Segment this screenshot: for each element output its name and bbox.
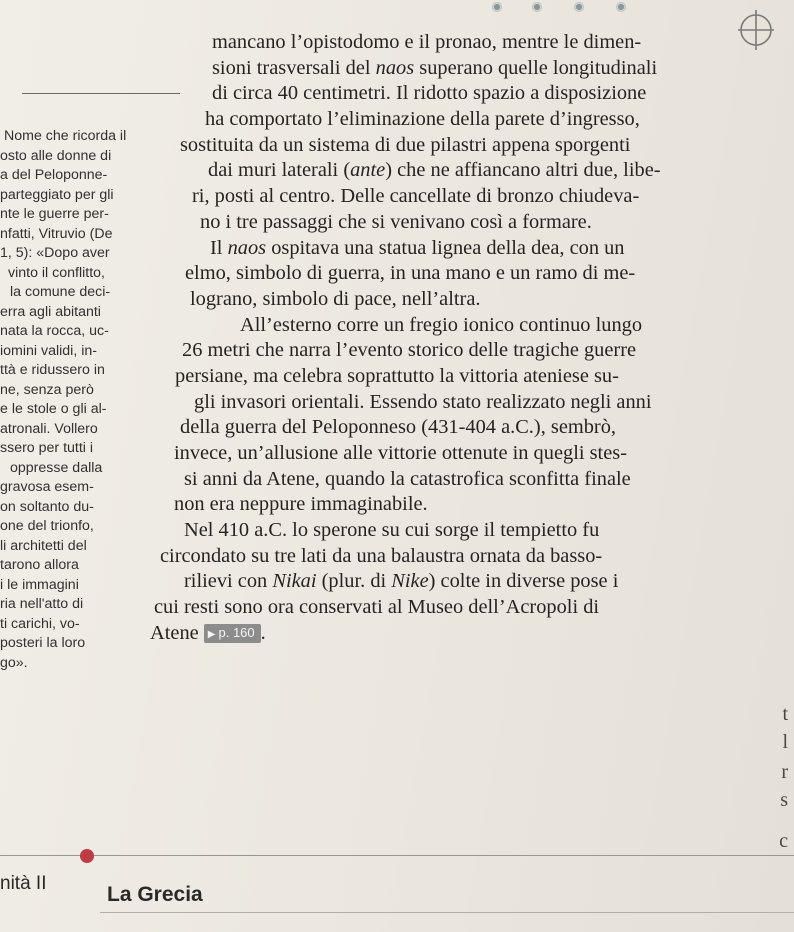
footer-chapter-title: La Grecia (107, 883, 203, 906)
main-text-line: rilievi con Nikai (plur. di Nike) colte in diverse pose i (184, 570, 619, 593)
main-text-line: di circa 40 centimetri. Il ridotto spazio a disposizione (212, 82, 647, 105)
sidebar-line: on soltanto du- (0, 498, 94, 515)
main-text-line: sioni trasversali del naos superano quelle longitudinali (212, 56, 658, 79)
sidebar-line: vinto il conflitto, (8, 264, 105, 281)
main-text-line: 26 metri che narra l’evento storico delle tragiche guerre (182, 339, 637, 362)
sidebar-line: li architetti del (0, 537, 87, 554)
main-text-line: gli invasori orientali. Essendo stato realizzato negli anni (194, 390, 652, 413)
sidebar-line: ria nell'atto di (0, 596, 84, 612)
main-text-line: ha comportato l’eliminazione della parete d’ingresso, (205, 108, 640, 131)
sidebar-line: oppresse dalla (10, 459, 103, 476)
main-text-line: non era neppure immaginabile. (174, 493, 428, 516)
main-text-line: Nel 410 a.C. lo sperone su cui sorge il tempietto fu (184, 519, 600, 542)
dot-icon (532, 2, 542, 12)
dot-icon (574, 2, 584, 12)
main-text-line: circondato su tre lati da una balaustra ornata da basso- (160, 544, 603, 567)
sidebar-line: gravosa esem- (0, 479, 94, 495)
decorative-dots (470, 0, 670, 20)
sidebar-line: nte le guerre per- (0, 206, 109, 222)
dot-icon (616, 2, 626, 12)
main-text-line: si anni da Atene, quando la catastrofica sconfitta finale (184, 467, 631, 490)
sidebar-line: la comune deci- (10, 284, 111, 300)
footer-unit-label: nità II (0, 873, 47, 894)
sidebar-line: ssero per tutti i (0, 440, 94, 456)
sidebar-line: 1, 5): «Dopo aver (0, 245, 110, 261)
main-text-line: ri, posti al centro. Delle cancellate di bronzo chiudeva- (192, 185, 640, 208)
main-text-line: dai muri laterali (ante) che ne affiancano altri due, libe- (208, 159, 661, 182)
main-text-line: della guerra del Peloponneso (431-404 a.C.), sembrò, (180, 416, 617, 439)
sidebar-line: nata la rocca, uc- (0, 323, 109, 339)
sidebar-line: ne, senza però (0, 381, 94, 398)
main-text-line: no i tre passaggi che si venivano così a formare. (200, 210, 592, 233)
main-text-line: lograno, simbolo di pace, nell’altra. (190, 287, 481, 310)
footer-underline (100, 912, 794, 913)
main-text-line: mancano l’opistodomo e il pronao, mentre le dimen- (212, 31, 642, 53)
footer-divider (0, 855, 794, 856)
sidebar-line: parteggiato per gli (0, 186, 114, 203)
edge-glyph: l (782, 731, 788, 753)
main-text-column (150, 30, 790, 647)
page-reference-link[interactable] (204, 624, 261, 643)
play-arrow-icon: ▶ (207, 628, 216, 640)
main-text-line: Il naos ospitava una statua lignea della dea, con un (210, 236, 625, 259)
main-text-line: persiane, ma celebra soprattutto la vittoria ateniese su- (175, 364, 619, 387)
edge-glyph: c (779, 830, 788, 852)
sidebar-line: ttà e ridussero in (0, 362, 105, 378)
sentence-period: . (260, 621, 266, 644)
sidebar-line: erra agli abitanti (0, 303, 101, 320)
sidebar-line: ti carichi, vo- (0, 615, 80, 632)
main-text-last-word: Atene (150, 621, 199, 644)
main-text-line: sostituita da un sistema di due pilastri appena sporgenti (180, 133, 631, 156)
sidebar-line: osto alle donne di (0, 147, 112, 164)
dot-icon (492, 2, 502, 12)
main-text-line: elmo, simbolo di guerra, in una mano e un ramo di me- (185, 262, 636, 285)
sidebar-line: Nome che ricorda il (4, 128, 127, 144)
unit-marker-dot (80, 849, 94, 863)
edge-glyph: s (780, 789, 788, 811)
sidebar-line: iomini validi, in- (0, 342, 97, 359)
edge-glyph: r (781, 761, 788, 783)
main-text-line: All’esterno corre un fregio ionico continuo lungo (240, 313, 643, 336)
sidebar-line: one del trionfo, (0, 518, 94, 534)
main-text-line: cui resti sono ora conservati al Museo dell’Acropoli di (154, 596, 600, 619)
sidebar-line: posteri la loro (0, 635, 86, 651)
page-reference-text: p. 160 (218, 624, 255, 640)
sidebar-line: a del Peloponne- (0, 167, 108, 183)
sidebar-line: nfatti, Vitruvio (De (0, 225, 113, 242)
edge-glyph: t (782, 703, 788, 725)
main-text-line: invece, un’allusione alle vittorie ottenute in quegli stes- (174, 442, 627, 464)
main-text-line (150, 621, 790, 647)
sidebar-line: atronali. Vollero (0, 420, 98, 437)
sidebar-line: go». (0, 654, 28, 671)
sidebar-line: e le stole o gli al- (0, 401, 107, 417)
sidebar-line: tarono allora (0, 557, 79, 573)
sidebar-line: i le immagini (0, 576, 79, 593)
